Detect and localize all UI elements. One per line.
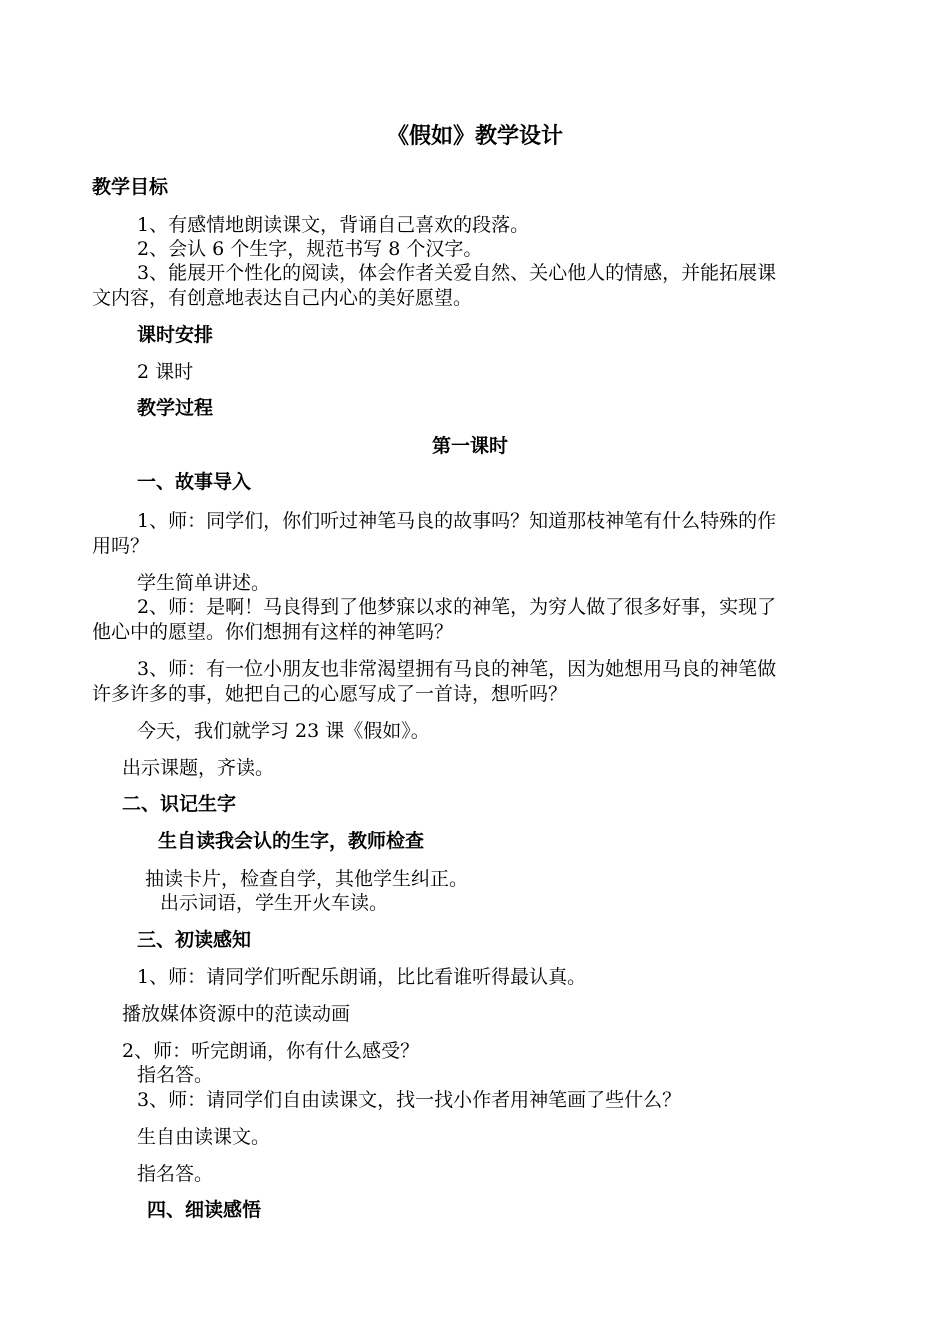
paragraph: 2、师：是啊！马良得到了他梦寐以求的神笔，为穷人做了很多好事，实现了 xyxy=(137,596,777,618)
paragraph: 1、师：同学们，你们听过神笔马良的故事吗？知道那枝神笔有什么特殊的作 xyxy=(137,510,777,532)
paragraph: 播放媒体资源中的范读动画 xyxy=(122,1003,351,1025)
goal-item: 2、会认 6 个生字，规范书写 8 个汉字。 xyxy=(137,238,483,260)
section-heading: 二、识记生字 xyxy=(122,793,237,815)
paragraph: 学生简单讲述。 xyxy=(137,572,271,594)
paragraph-continued: 许多许多的事，她把自己的心愿写成了一首诗，想听吗？ xyxy=(92,683,568,705)
process-heading: 教学过程 xyxy=(137,397,214,419)
paragraph: 指名答。 xyxy=(137,1064,214,1086)
goal-item: 3、能展开个性化的阅读，体会作者关爱自然、关心他人的情感，并能拓展课 xyxy=(137,262,777,284)
paragraph: 生自由读课文。 xyxy=(137,1126,271,1148)
paragraph: 今天，我们就学习 23 课《假如》。 xyxy=(137,720,430,742)
section-heading: 三、初读感知 xyxy=(137,929,252,951)
paragraph: 抽读卡片，检查自学，其他学生纠正。 xyxy=(145,868,469,890)
paragraph: 3、师：请同学们自由读课文，找一找小作者用神笔画了些什么？ xyxy=(137,1089,682,1111)
paragraph: 出示词语，学生开火车读。 xyxy=(160,892,389,914)
section-heading: 四、细读感悟 xyxy=(147,1199,262,1221)
paragraph-continued: 用吗？ xyxy=(92,535,150,557)
paragraph: 3、师：有一位小朋友也非常渴望拥有马良的神笔，因为她想用马良的神笔做 xyxy=(137,658,777,680)
goals-heading: 教学目标 xyxy=(92,176,169,198)
paragraph-continued: 他心中的愿望。你们想拥有这样的神笔吗？ xyxy=(92,621,454,643)
paragraph: 出示课题，齐读。 xyxy=(122,757,275,779)
goal-item: 1、有感情地朗读课文，背诵自己喜欢的段落。 xyxy=(137,214,530,236)
paragraph: 1、师：请同学们听配乐朗诵，比比看谁听得最认真。 xyxy=(137,966,587,988)
lesson-heading: 第一课时 xyxy=(432,435,509,457)
schedule-heading: 课时安排 xyxy=(137,324,214,346)
paragraph: 2、师：听完朗诵，你有什么感受？ xyxy=(122,1040,420,1062)
section-heading: 一、故事导入 xyxy=(137,471,252,493)
doc-title: 《假如》教学设计 xyxy=(386,123,563,149)
goal-item-continued: 文内容，有创意地表达自己内心的美好愿望。 xyxy=(92,287,473,309)
schedule-text: 2 课时 xyxy=(137,361,194,383)
paragraph: 指名答。 xyxy=(137,1163,214,1185)
subheading: 生自读我会认的生字，教师检查 xyxy=(158,830,425,852)
